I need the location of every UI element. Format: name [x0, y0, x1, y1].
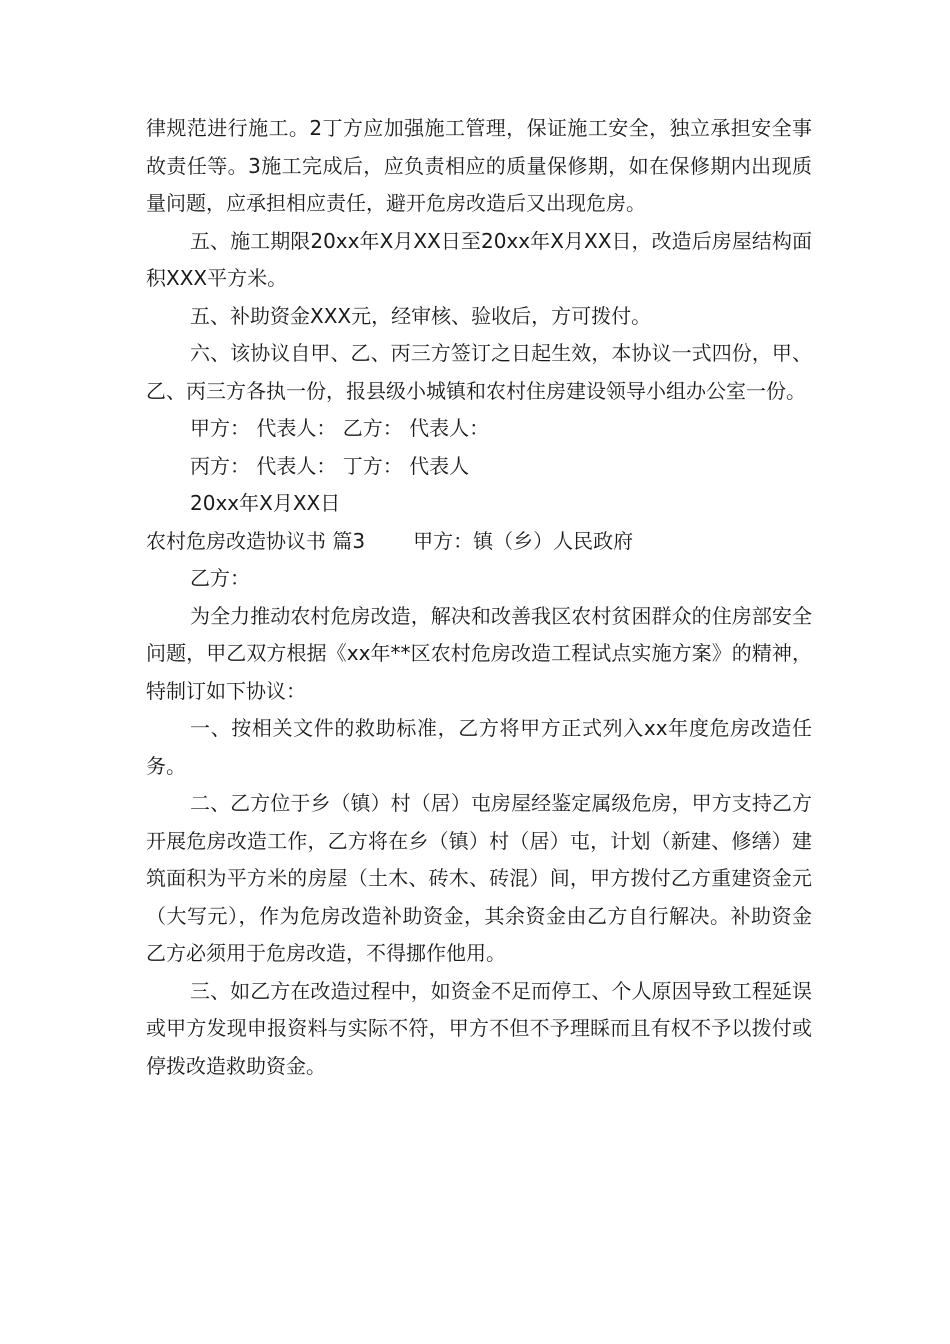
paragraph-agreement-effect: 六、该协议自甲、乙、丙三方签订之日起生效，本协议一式四份，甲、乙、丙三方各执一份，报县级小城镇和农村住房建设领导小组办公室一份。 [146, 341, 812, 403]
party-b-line: 乙方： [190, 566, 250, 590]
paragraph-construction-period: 五、施工期限20xx年X月XX日至20xx年X月XX日，改造后房屋结构面积XXX平方米。 [146, 228, 812, 290]
paragraph-clause-one: 一、按相关文件的救助标准，乙方将甲方正式列入xx年度危房改造任务。 [146, 716, 812, 778]
paragraph-purpose: 为全力推动农村危房改造，解决和改善我区农村贫困群众的住房部安全问题，甲乙双方根据《xx年**区农村危房改造工程试点实施方案》的精神，特制订如下协议： [146, 603, 812, 703]
paragraph-clause-two: 二、乙方位于乡（镇）村（居）屯房屋经鉴定属级危房，甲方支持乙方开展危房改造工作，乙方将在乡（镇）村（居）屯，计划（新建、修缮）建筑面积为平方米的房屋（土木、砖木、砖混）间，甲方拨付乙方重建资金元（大写元），作为危房改造补助资金，其余资金由乙方自行解决。补助资金乙方必须用于危房改造，不得挪作他用。 [146, 791, 812, 965]
section-title: 农村危房改造协议书 篇3 [146, 528, 366, 553]
paragraph-subsidy-funds: 五、补助资金XXX元，经审核、验收后，方可拨付。 [190, 303, 652, 328]
document-body [146, 110, 812, 1085]
paragraph-construction-duties: 律规范进行施工。2丁方应加强施工管理，保证施工安全，独立承担安全事故责任等。3施工完成后，应负责相应的质量保修期，如在保修期内出现质量问题，应承担相应责任，避开危房改造后又出现危房。 [146, 116, 812, 215]
section-party-a: 甲方：镇（乡）人民政府 [413, 528, 634, 553]
signature-line-party-a-b: 甲方： 代表人： 乙方： 代表人： [190, 416, 490, 440]
signature-line-party-c-d: 丙方： 代表人： 丁方： 代表人 [190, 453, 470, 478]
signing-date: 20xx年X月XX日 [190, 491, 341, 515]
section-heading [146, 523, 812, 561]
paragraph-clause-three: 三、如乙方在改造过程中，如资金不足而停工、个人原因导致工程延误或甲方发现申报资料与实际不符，甲方不但不予理睬而且有权不予以拨付或停拨改造救助资金。 [146, 978, 812, 1078]
